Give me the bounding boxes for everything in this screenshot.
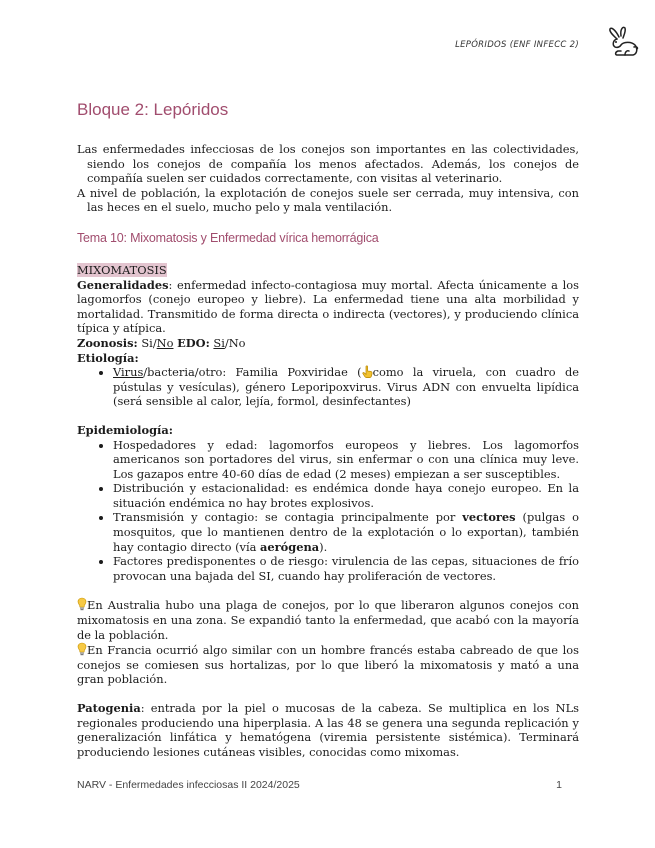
lightbulb-icon: [77, 642, 87, 656]
note-paragraph: En Australia hubo una plaga de conejos, por lo que liberaron algunos conejos con mixomatosis en una zona. Se expandió tanto la enfermedad, que acabó con la mayoría de la población.: [77, 598, 579, 642]
intro-paragraph: Las enfermedades infecciosas de los conejos son importantes en las colectividades, siendo los conejos de compañía los menos afectados. Además, los conejos de compañía suelen ser cuidados correctamente, con visitas al veterinario.: [77, 142, 579, 186]
page-number: 1: [556, 779, 562, 791]
epidemiologia-list: [77, 438, 579, 584]
etiologia-list: [77, 365, 579, 409]
tema-title: Tema 10: Mixomatosis y Enfermedad vírica hemorrágica: [77, 230, 379, 245]
pointing-hand-icon: [362, 365, 373, 378]
generalidades-paragraph: Generalidades: enfermedad infecto-contagiosa muy mortal. Afecta únicamente a los lagomorfos (conejo europeo y liebre). La enfermedad tiene una alta morbilidad y mortalidad. Transmitido de forma directa o indirecta (vectores), y produciendo clínica típica y atípica.: [77, 277, 579, 336]
etiologia-label: Etiología:: [77, 350, 139, 365]
header-title: LEPÓRIDOS (ENF INFECC 2): [455, 40, 579, 50]
section-title: MIXOMATOSIS: [77, 262, 167, 277]
epidemiologia-label: Epidemiología:: [77, 422, 173, 437]
page-content: [77, 100, 579, 759]
intro-paragraph: A nivel de población, la explotación de conejos suele ser cerrada, muy intensiva, con las heces en el suelo, mucho pelo y mala ventilación.: [77, 185, 579, 215]
list-item: • Transmisión y contagio: se contagia principalmente por vectores (pulgas o mosquitos, que lo mantienen dentro de la explotación o lo exportan), también hay contagio directo (vía aerógena).: [113, 510, 579, 554]
list-item: • Factores predisponentes o de riesgo: virulencia de las cepas, situaciones de frío provocan una bajada del SI, cuando hay proliferación de vectores.: [113, 554, 579, 583]
footer: [77, 778, 562, 793]
zoonosis-line: Zoonosis: Si/No EDO: Si/No: [77, 335, 246, 350]
list-item: • Virus/bacteria/otro: Familia Poxviridae ( como la viruela, con cuadro de pústulas y vesículas), género Leporipoxvirus. Virus ADN con envuelta lipídica (será sensible al calor, lejía, formol, desinfectantes): [113, 365, 579, 409]
lightbulb-icon: [77, 597, 87, 611]
note-paragraph: En Francia ocurrió algo similar con un hombre francés estaba cabreado de que los conejos se comiesen sus hortalizas, por lo que liberó la mixomatosis y mató a una gran población.: [77, 643, 579, 687]
rabbit-icon: [607, 25, 641, 59]
footer-text: NARV - Enfermedades infecciosas II 2024/2025: [77, 779, 300, 791]
block-title: Bloque 2: Lepóridos: [77, 100, 229, 119]
list-item: • Hospedadores y edad: lagomorfos europeos y liebres. Los lagomorfos americanos son portadores del virus, sin enfermar o con una clínica muy leve. Los gazapos entre 40-60 días de edad (2 meses) empiezan a ser susceptibles.: [113, 438, 579, 482]
list-item: • Distribución y estacionalidad: es endémica donde haya conejo europeo. En la situación endémica no hay brotes explosivos.: [113, 481, 579, 510]
patogenia-paragraph: Patogenia: entrada por la piel o mucosas de la cabeza. Se multiplica en los NLs regionales produciendo una hiperplasia. A las 48 se genera una segunda replicación y generalización linfática y hematógena (viremia persistente sistémica). Terminará produciendo lesiones cutáneas visibles, conocidas como mixomas.: [77, 701, 579, 759]
